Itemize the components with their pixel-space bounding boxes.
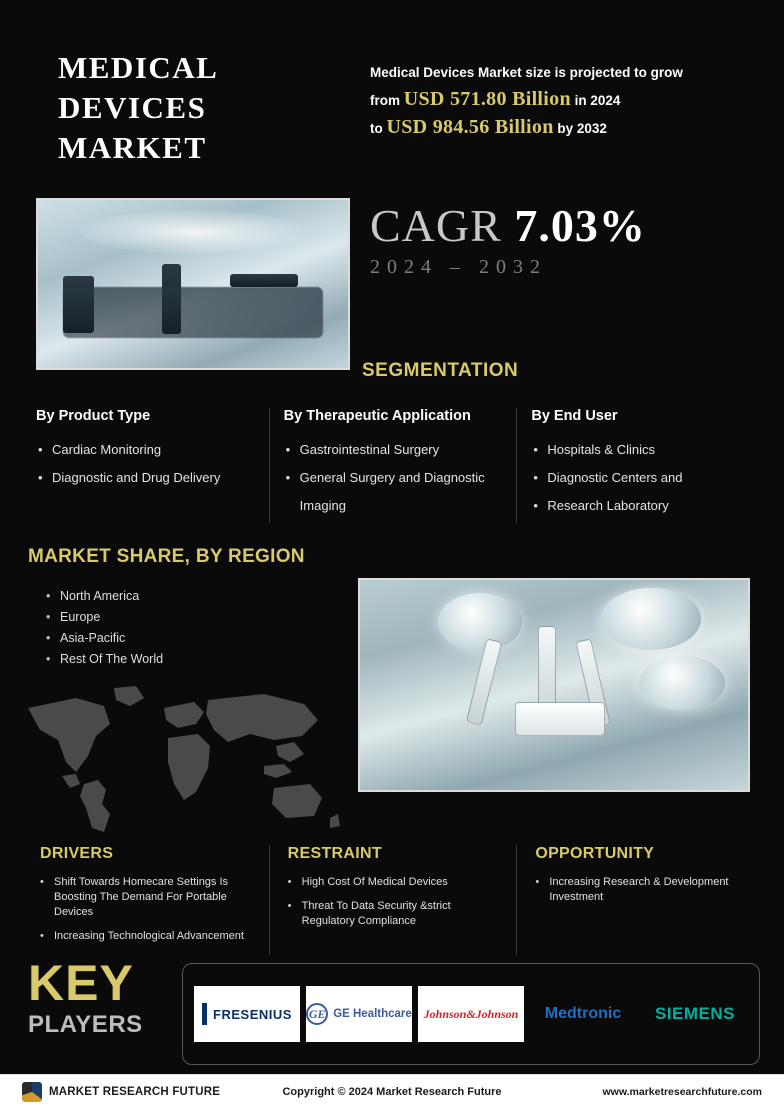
list-item: • Threat To Data Security &strict Regulatory Compliance — [288, 899, 499, 929]
segment-column-end-user — [516, 408, 764, 523]
photo-shape — [515, 702, 605, 736]
logo-ge-healthcare — [306, 986, 412, 1042]
factor-list — [40, 875, 251, 944]
logo-label: Medtronic — [544, 1005, 622, 1022]
company-logo-icon — [22, 1082, 42, 1102]
list-item: • Increasing Technological Advancement — [40, 929, 251, 944]
factor-heading: RESTRAINT — [287, 845, 382, 862]
ge-monogram-icon: GE — [306, 1003, 328, 1025]
list-item: • Rest Of The World — [44, 649, 163, 670]
list-item: • General Surgery and Diagnostic Imaging — [284, 464, 503, 520]
market-size-line-3-prefix: to — [370, 121, 383, 136]
cagr-years: 2024 – 2032 — [370, 256, 547, 278]
photo-shape — [230, 274, 298, 287]
footer-brand-label: MARKET RESEARCH FUTURE — [49, 1085, 221, 1098]
factor-heading: DRIVERS — [40, 845, 114, 862]
logo-siemens — [642, 986, 748, 1042]
logo-label: FRESENIUS — [213, 1006, 292, 1022]
footer-bar — [0, 1074, 784, 1108]
segment-heading: By End User — [531, 408, 618, 424]
footer-copyright: Copyright © 2024 Market Research Future — [282, 1085, 502, 1098]
cagr-value: 7.03% — [514, 200, 646, 251]
market-size-line-1: Medical Devices Market size is projected to grow — [370, 65, 683, 80]
photo-shape — [466, 638, 502, 725]
operating-room-photo — [36, 198, 350, 370]
market-size-2032-value: USD 984.56 Billion — [386, 116, 554, 138]
title-line-2: DEVICES — [58, 90, 207, 125]
market-size-line-2-prefix: from — [370, 93, 400, 108]
market-size-2024-value: USD 571.80 Billion — [403, 88, 571, 110]
segmentation-columns — [22, 408, 764, 523]
list-item: • Hospitals & Clinics — [531, 436, 750, 464]
logo-label: GE Healthcare — [333, 1008, 412, 1020]
footer-website[interactable]: www.marketresearchfuture.com — [602, 1085, 762, 1098]
segment-heading: By Product Type — [36, 408, 151, 424]
market-size-line-3 — [370, 114, 750, 142]
photo-shape — [162, 264, 181, 335]
list-item: • Asia-Pacific — [44, 628, 163, 649]
segment-list — [531, 436, 750, 520]
factor-column-opportunity — [516, 845, 764, 955]
list-item: • Diagnostic and Drug Delivery — [36, 464, 255, 492]
factor-column-drivers — [22, 845, 269, 955]
region-list — [44, 586, 163, 670]
factors-columns — [22, 845, 764, 955]
factor-column-restraint — [269, 845, 517, 955]
cagr-headline — [370, 200, 770, 252]
list-item: • Increasing Research & Development Investment — [535, 875, 746, 905]
factor-heading: OPPORTUNITY — [535, 845, 655, 862]
list-item: • Diagnostic Centers and — [531, 464, 750, 492]
title-line-1: MEDICAL — [58, 50, 219, 85]
region-section-title: MARKET SHARE, BY REGION — [28, 546, 305, 567]
key-players-logo-row — [182, 963, 760, 1065]
photo-shape — [63, 276, 94, 333]
logo-label: Johnson&Johnson — [423, 1006, 519, 1021]
market-size-line-2-suffix: in 2024 — [574, 93, 621, 108]
photo-shape — [601, 588, 701, 650]
market-size-statement — [370, 60, 750, 142]
logo-fresenius — [194, 986, 300, 1042]
segment-heading: By Therapeutic Application — [283, 408, 471, 424]
cagr-label: CAGR — [370, 200, 502, 251]
key-players-line-2: PLAYERS — [28, 1011, 143, 1038]
logo-label: SIEMENS — [654, 1004, 736, 1023]
market-size-line-3-suffix: by 2032 — [557, 121, 607, 136]
market-size-line-2 — [370, 86, 750, 114]
factor-list — [535, 875, 746, 905]
factor-list — [288, 875, 499, 929]
footer-brand — [22, 1082, 220, 1102]
list-item: • Research Laboratory — [531, 492, 750, 520]
world-map-graphic — [18, 680, 348, 840]
surgical-robot-photo — [358, 578, 750, 792]
logo-medtronic — [530, 986, 636, 1042]
photo-shape — [438, 593, 522, 651]
segment-list — [284, 436, 503, 520]
list-item: • Europe — [44, 607, 163, 628]
page-title — [58, 48, 348, 168]
list-item: • High Cost Of Medical Devices — [288, 875, 499, 890]
list-item: • Cardiac Monitoring — [36, 436, 255, 464]
segment-column-therapeutic-application — [269, 408, 517, 523]
logo-johnson-and-johnson — [418, 986, 524, 1042]
title-line-3: MARKET — [58, 130, 207, 165]
segment-list — [36, 436, 255, 492]
list-item: • Shift Towards Homecare Settings Is Boosting The Demand For Portable Devices — [40, 875, 251, 920]
key-players-label — [28, 955, 168, 1042]
cagr-block — [370, 200, 770, 279]
list-item: • Gastrointestinal Surgery — [284, 436, 503, 464]
segmentation-title: SEGMENTATION — [362, 360, 519, 381]
fresenius-bar-icon — [202, 1003, 207, 1025]
key-players-line-1: KEY — [28, 955, 134, 1011]
photo-shape — [639, 656, 725, 710]
list-item: • North America — [44, 586, 163, 607]
segment-column-product-type — [22, 408, 269, 523]
